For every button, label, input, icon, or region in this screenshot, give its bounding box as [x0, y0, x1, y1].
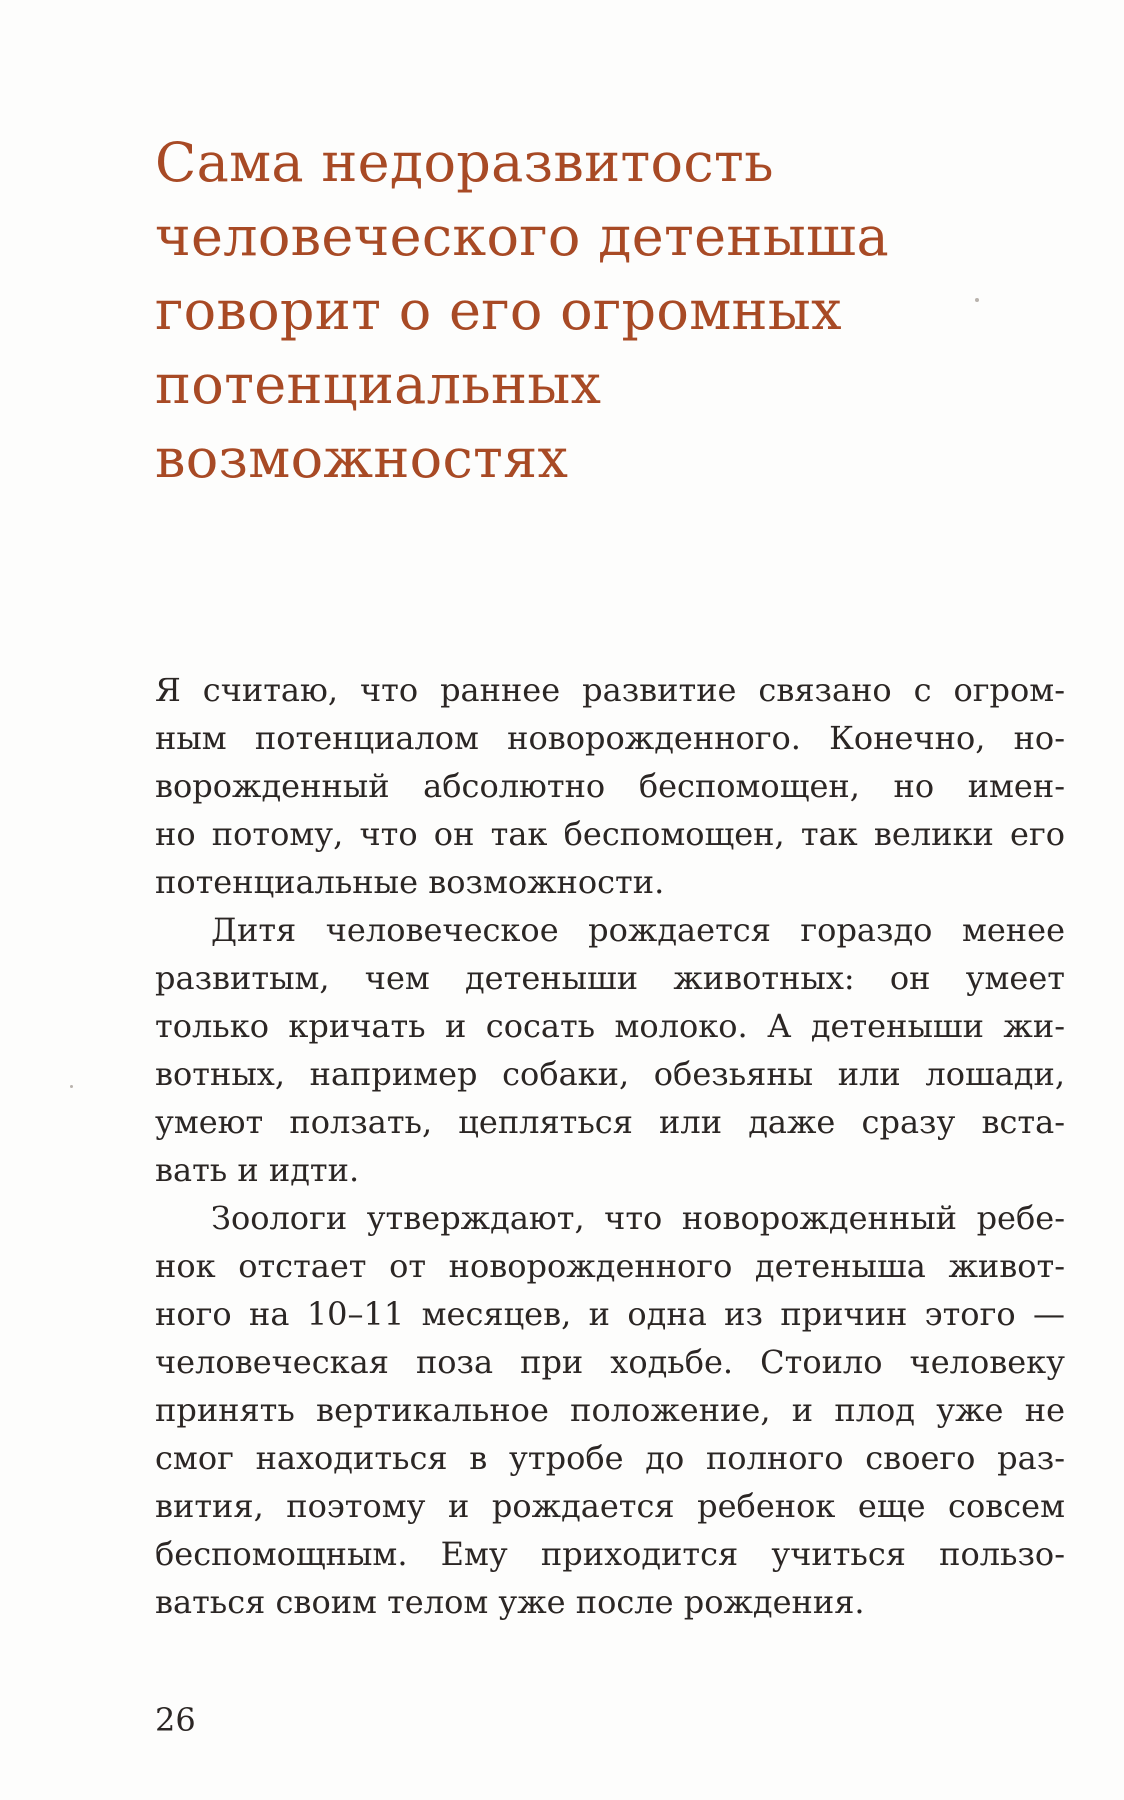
heading-line: возможностях	[155, 427, 569, 490]
scan-speck	[70, 1085, 73, 1088]
page-number: 26	[155, 1701, 196, 1739]
text-line: умеют ползать, цепляться или даже сразу вста-	[155, 1103, 1065, 1141]
text-line: ваться своим телом уже после рождения.	[155, 1583, 865, 1621]
text-line: ным потенциалом новорожденного. Конечно, но-	[155, 719, 1065, 757]
text-line: вать и идти.	[155, 1151, 360, 1189]
body-text	[155, 666, 1065, 1626]
paragraph-3	[155, 1194, 1065, 1626]
text-line: ного на 10–11 месяцев, и одна из причин этого —	[155, 1295, 1065, 1333]
heading-line: потенциальных	[155, 353, 602, 416]
text-line: вотных, например собаки, обезьяны или лошади,	[155, 1055, 1065, 1093]
text-line: беспомощным. Ему приходится учиться пользо-	[155, 1535, 1065, 1573]
text-line: смог находиться в утробе до полного своего раз-	[155, 1439, 1065, 1477]
text-line: только кричать и сосать молоко. А детеныши жи-	[155, 1007, 1065, 1045]
section-heading	[155, 126, 1055, 496]
heading-line: говорит о его огромных	[155, 279, 842, 342]
text-line: человеческая поза при ходьбе. Стоило человеку	[155, 1343, 1065, 1381]
text-line: потенциальные возможности.	[155, 863, 665, 901]
text-line: нок отстает от новорожденного детеныша живот-	[155, 1247, 1065, 1285]
text-line: Дитя человеческое рождается гораздо менее	[211, 911, 1065, 949]
text-line: вития, поэтому и рождается ребенок еще совсем	[155, 1487, 1065, 1525]
paragraph-1	[155, 666, 1065, 906]
text-line: ворожденный абсолютно беспомощен, но имен-	[155, 767, 1065, 805]
paragraph-2	[155, 906, 1065, 1194]
text-line: но потому, что он так беспомощен, так велики его	[155, 815, 1065, 853]
text-line: Зоологи утверждают, что новорожденный ребе-	[211, 1199, 1065, 1237]
heading-line: человеческого детеныша	[155, 205, 889, 268]
heading-line: Сама недоразвитость	[155, 131, 774, 194]
text-line: Я считаю, что раннее развитие связано с огром-	[155, 671, 1065, 709]
text-line: принять вертикальное положение, и плод уже не	[155, 1391, 1065, 1429]
text-line: развитым, чем детеныши животных: он умеет	[155, 959, 1065, 997]
